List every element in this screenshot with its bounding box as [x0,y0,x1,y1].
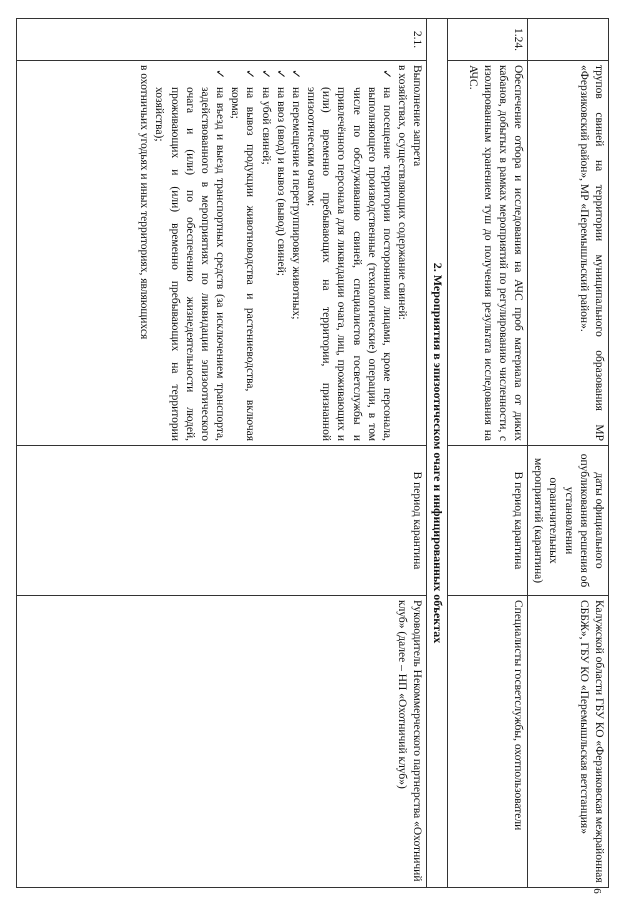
measures-table [16,18,609,888]
term-cell: даты официального опубликования решения об установлении ограничительных мероприятий (карантина) [528,446,609,596]
list-item [227,65,257,441]
tail-line: в охотничьих угодьях и иных территориях, являющихся [138,65,151,340]
responsible-cell: Калужской области ГБУ КО «Ферзиковская межрайонная СББЖ», ГБУ КО «Перемышльская ветстанция» [528,596,609,888]
page-number: 6 [590,888,603,894]
measure-text [17,61,427,446]
list-item [303,65,394,441]
row-number: 1.24. [448,19,528,61]
checkmark-icon: ✓ [273,69,288,80]
list-item-text: на убой свиней; [259,87,272,165]
responsible-cell: Специалисты госветслужбы, охотпользователи [448,596,528,888]
measure-text: Обеспечение отбора и исследования на АЧС проб материала от диких кабанов, добытых в рамках мероприятий по регулированию численности, с изолированным хранением туш до получения результата исследования на АЧС. [448,61,528,446]
term-cell: В период карантина [448,446,528,596]
list-item [273,65,288,441]
checkmark-icon: ✓ [243,69,258,80]
list-item [288,65,303,441]
list-item-text: на перемещение и перегруппировку животных; [289,87,302,320]
measure-text: трупов свиней на территории муниципального образования МР «Ферзиковский район», МР «Перемышльский район». [528,61,609,446]
section-heading: 2. Мероприятия в эпизоотическом очаге и инфицированных объектах [427,19,448,888]
table-row [528,19,609,888]
section-row [427,19,448,888]
row-number [528,19,609,61]
list-item-text: на вывоз продукции животноводства и растениеводства, включая корма; [229,87,257,441]
list-item-text: на въезд и выезд транспортных средств (за исключением транспорта, задействованного в мероприятиях по ликвидации эпизоотического очага и (или) по обеспечению жизнедеятельности людей, проживающих и (или) временно пребывающих на территории хозяйства); [153,87,227,441]
list-item-text: на посещение территории посторонними лицами, кроме персонала, выполняющего производственные (технологические) операции, в том числе по обслуживанию свиней, специалистов госветслужбы и привлечённого персонала для ликвидации очага, лиц, проживающих и (или) временно пребывающих на территории, признанной эпизоотическим очагом; [305,87,393,441]
row-number: 2.1. [17,19,427,61]
checkmark-icon: ✓ [258,69,273,80]
list-item [151,65,227,441]
checkmark-icon: ✓ [213,69,228,80]
intro-line: Выполнение запрета [411,65,424,167]
term-cell: В период карантина [17,446,427,596]
checkmark-icon: ✓ [288,69,303,80]
intro-line: в хозяйствах, осуществляющих содержание свиней: [396,65,409,320]
table-row [17,19,427,888]
checkmark-icon: ✓ [379,69,394,80]
rotated-page [19,18,609,888]
list-item [257,65,272,441]
responsible-cell: Руководитель Некоммерческого партнерства «Охотничий клуб» (далее – НП «Охотничий клуб») [17,596,427,888]
table-row [448,19,528,888]
list-item-text: на ввоз (ввод) и вывоз (вывод) свиней; [274,87,287,276]
